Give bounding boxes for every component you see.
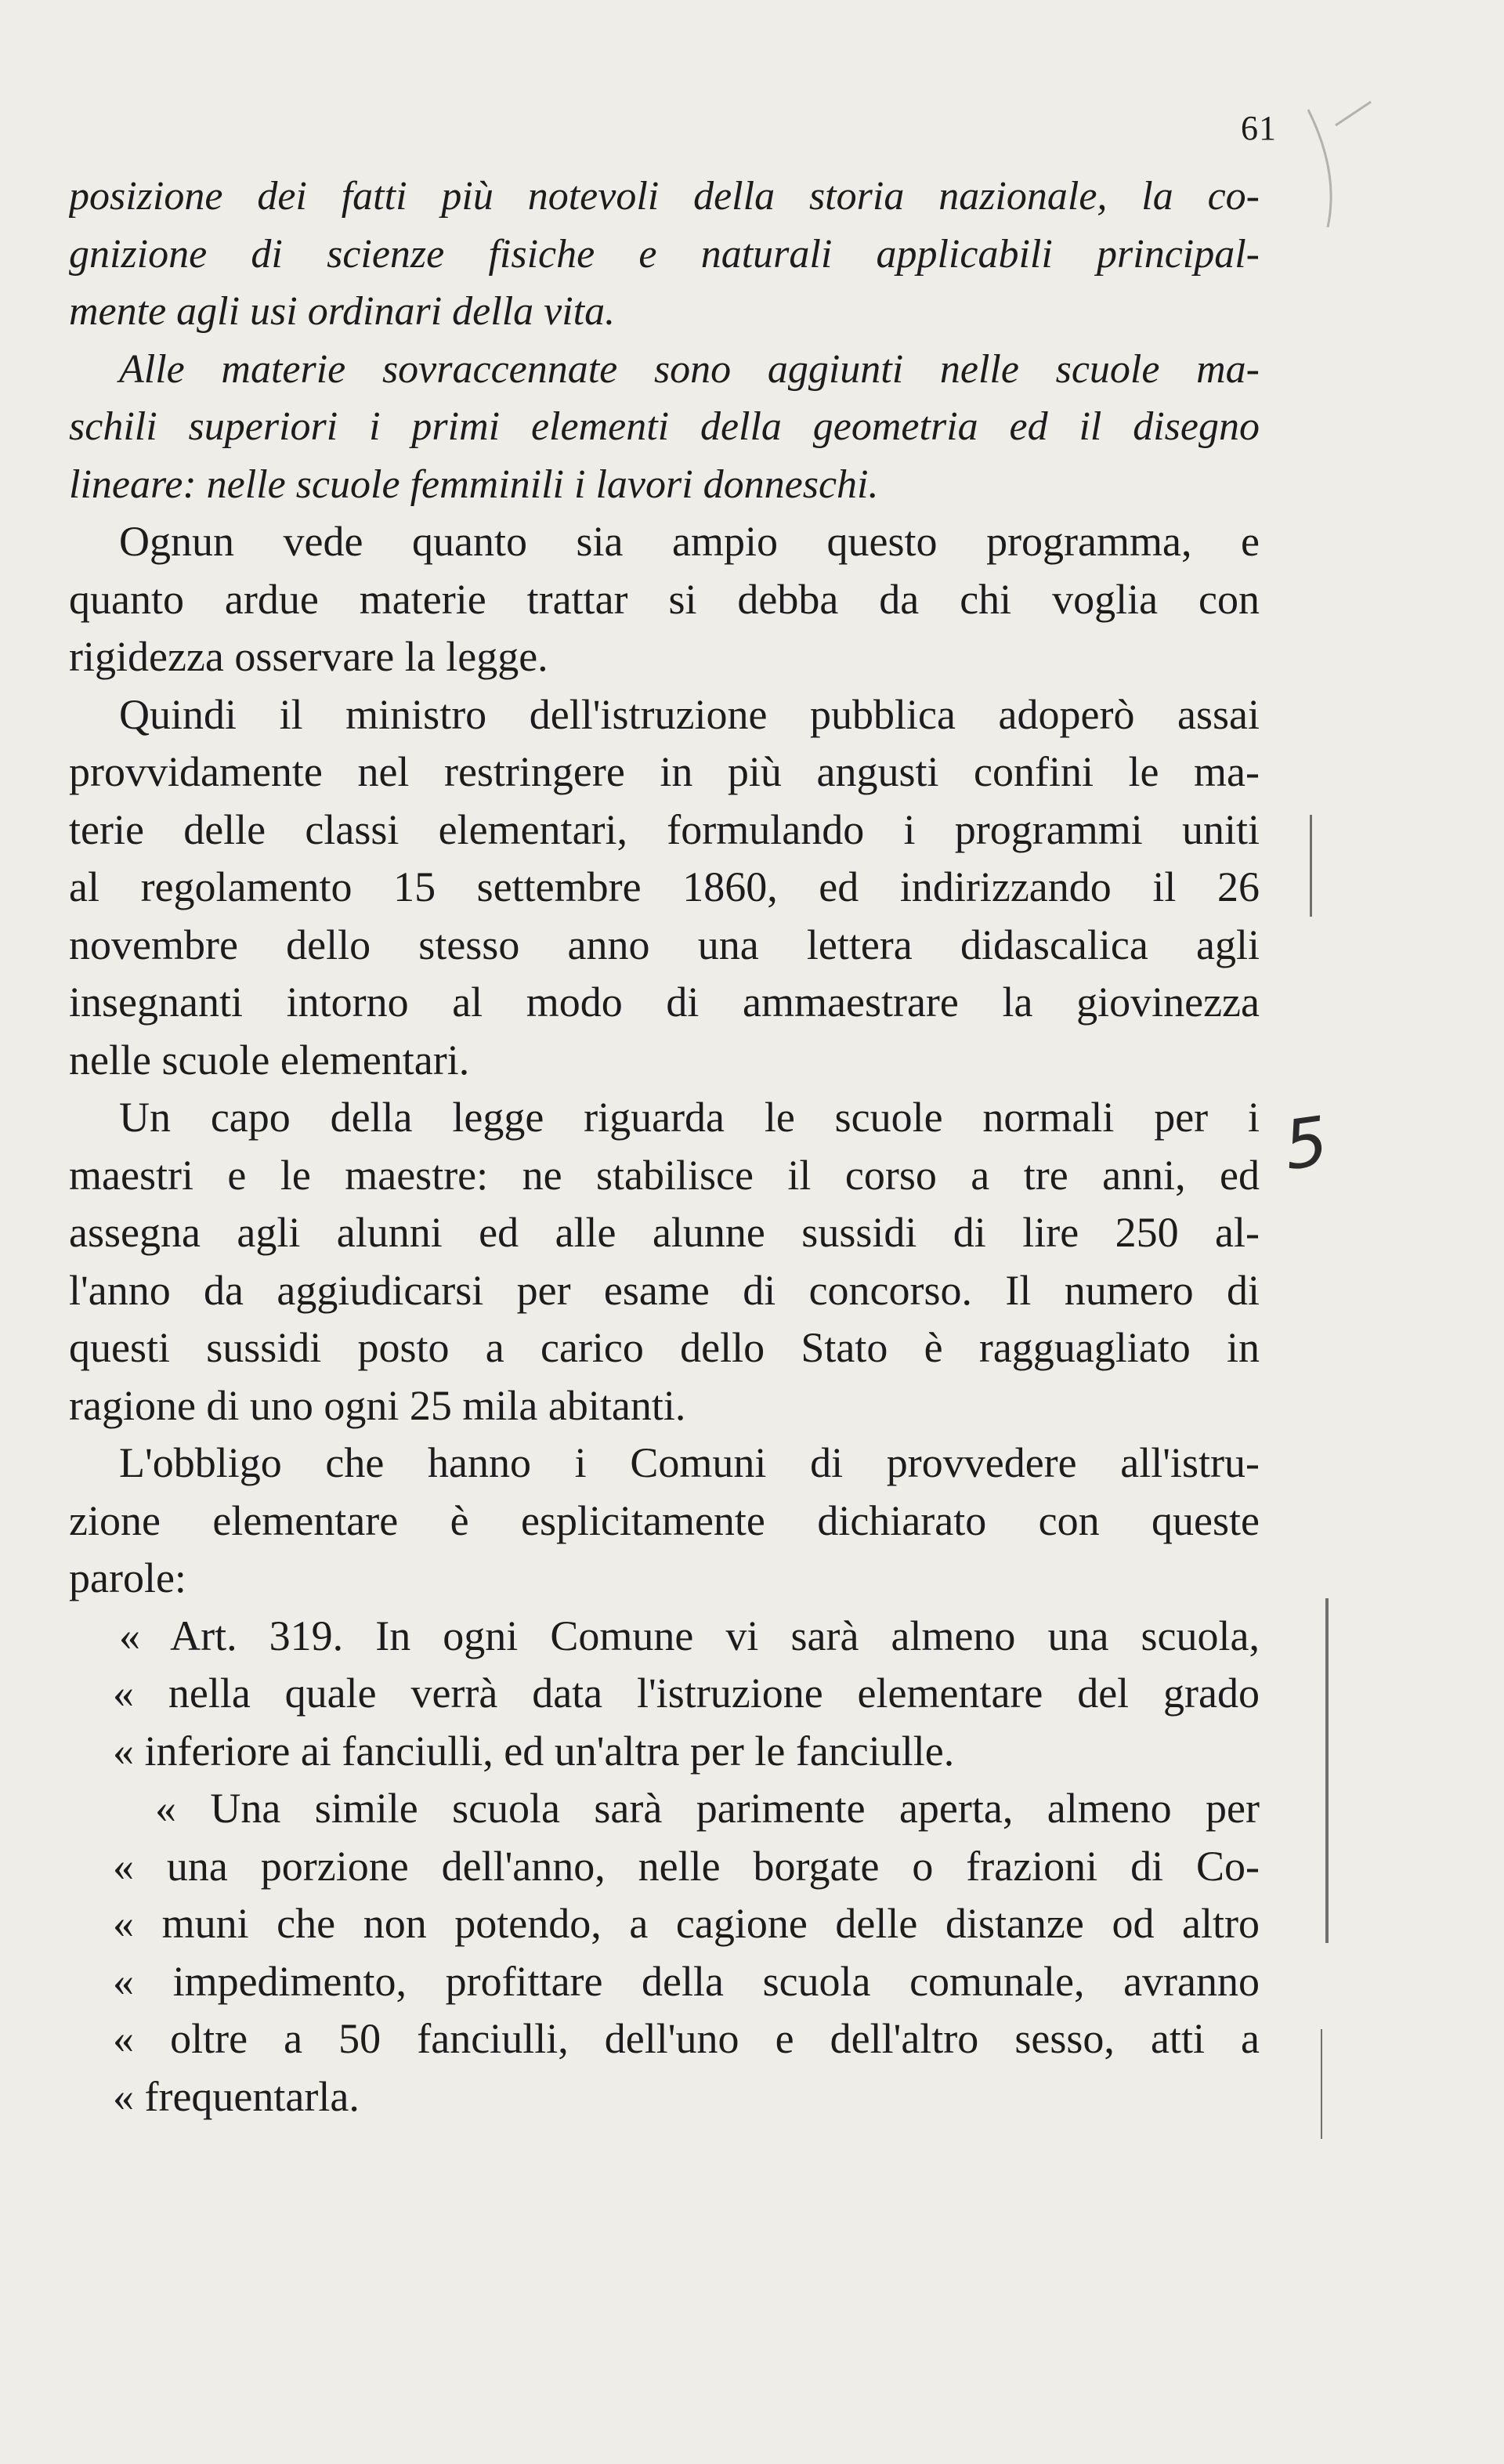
text-line: parole: <box>69 1554 186 1601</box>
text-line: provvidamente nel restringere in più angusti confini le ma- <box>69 748 1260 795</box>
text-line: « nella quale verrà data l'istruzione elementare del grado <box>113 1670 1260 1717</box>
text-line: Un capo della legge riguarda le scuole normali per i <box>119 1094 1260 1141</box>
text-line: gnizione di scienze fisiche e naturali applicabili principal- <box>69 231 1260 277</box>
margin-annotation: 5 <box>1279 1102 1333 1186</box>
text-line: « inferiore ai fanciulli, ed un'altra per le fanciulle. <box>113 1727 955 1775</box>
margin-rule <box>1310 815 1312 917</box>
text-line: schili superiori i primi elementi della geometria ed il disegno <box>69 404 1260 449</box>
text-line: terie delle classi elementari, formulando i programmi uniti <box>69 805 1260 853</box>
text-line: « muni che non potendo, a cagione delle distanze od altro <box>113 1900 1260 1947</box>
text-line: nelle scuole elementari. <box>69 1036 470 1084</box>
text-line: zione elementare è esplicitamente dichiarato con queste <box>69 1496 1260 1544</box>
text-line: Ognun vede quanto sia ampio questo programma, e <box>119 518 1260 565</box>
body-text <box>69 168 1260 2126</box>
pencil-corner-mark <box>1292 94 1386 235</box>
text-line: insegnanti intorno al modo di ammaestrare la giovinezza <box>69 979 1260 1026</box>
text-line: l'anno da aggiudicarsi per esame di concorso. Il numero di <box>69 1266 1260 1314</box>
text-line: assegna agli alunni ed alle alunne sussidi di lire 250 al- <box>69 1209 1260 1256</box>
page-number: 61 <box>1241 109 1277 147</box>
text-line: Alle materie sovraccennate sono aggiunti nelle scuole ma- <box>119 346 1260 392</box>
text-line: posizione dei fatti più notevoli della storia nazionale, la co- <box>69 174 1260 219</box>
text-line: lineare: nelle scuole femminili i lavori donneschi. <box>69 461 879 507</box>
text-line: mente agli usi ordinari della vita. <box>69 289 616 334</box>
text-line: « Art. 319. In ogni Comune vi sarà almeno una scuola, <box>119 1612 1260 1659</box>
text-line: Quindi il ministro dell'istruzione pubblica adoperò assai <box>119 690 1260 738</box>
text-line: questi sussidi posto a carico dello Stato è ragguagliato in <box>69 1324 1260 1371</box>
text-line: « Una simile scuola sarà parimente aperta, almeno per <box>155 1785 1260 1832</box>
text-line: « una porzione dell'anno, nelle borgate o frazioni di Co- <box>113 1842 1260 1890</box>
text-line: rigidezza osservare la legge. <box>69 633 548 680</box>
text-line: maestri e le maestre: ne stabilisce il corso a tre anni, ed <box>69 1151 1260 1199</box>
margin-rule <box>1321 2029 1322 2139</box>
text-line: « frequentarla. <box>113 2072 360 2120</box>
text-line: novembre dello stesso anno una lettera didascalica agli <box>69 921 1260 968</box>
text-line: quanto ardue materie trattar si debba da chi voglia con <box>69 575 1260 623</box>
text-line: al regolamento 15 settembre 1860, ed indirizzando il 26 <box>69 863 1260 910</box>
margin-rule <box>1325 1598 1329 1943</box>
text-line: « impedimento, profittare della scuola comunale, avranno <box>113 1957 1260 2005</box>
text-line: L'obbligo che hanno i Comuni di provvedere all'istru- <box>119 1439 1260 1486</box>
text-line: « oltre a 50 fanciulli, dell'uno e dell'altro sesso, atti a <box>113 2015 1260 2062</box>
text-line: ragione di uno ogni 25 mila abitanti. <box>69 1381 686 1429</box>
